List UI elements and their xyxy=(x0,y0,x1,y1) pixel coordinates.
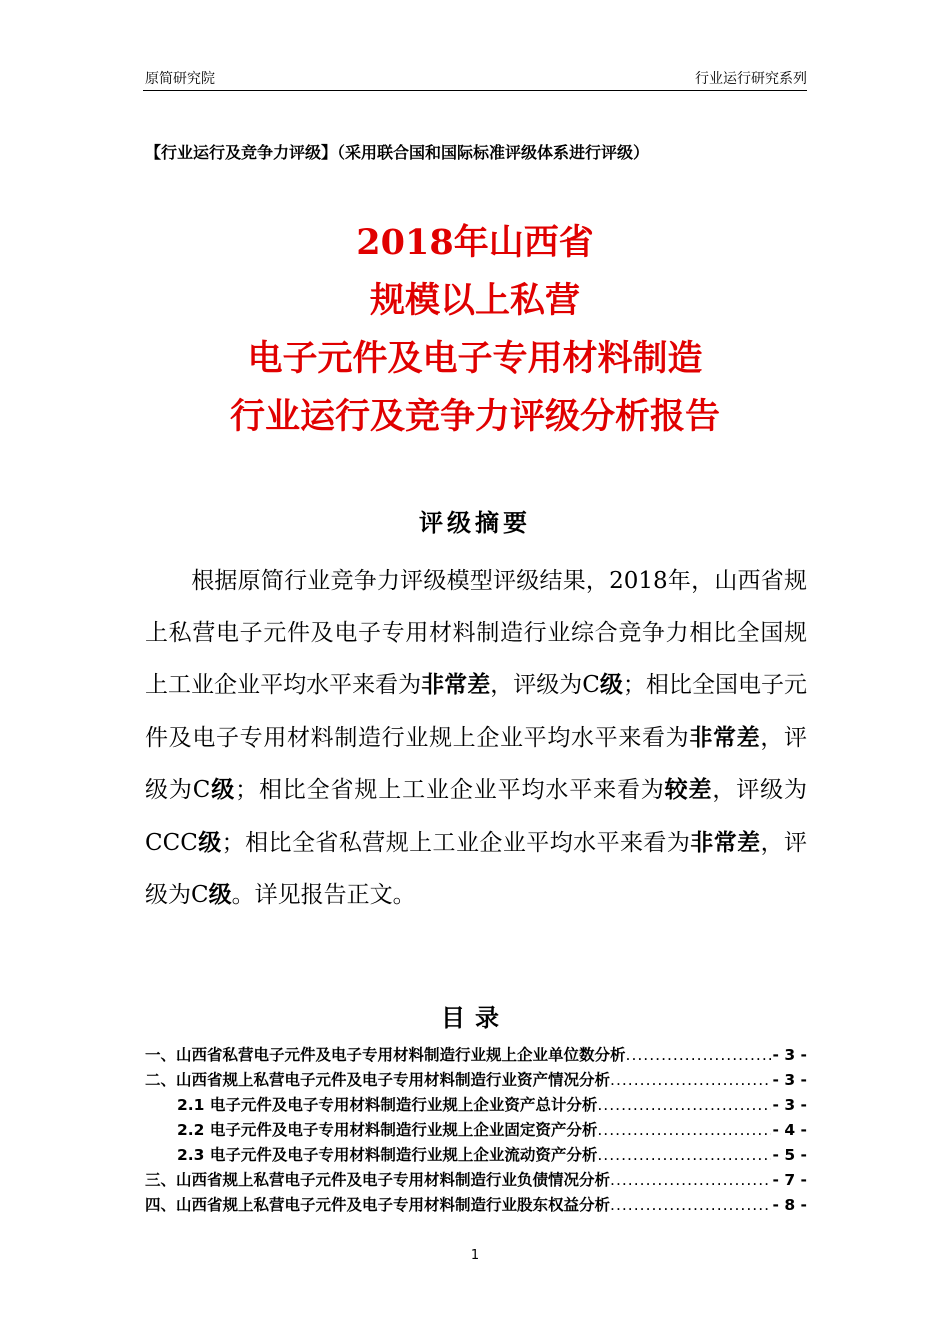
toc-leader xyxy=(597,1096,770,1114)
summary-text: 根据原简行业竞争力评级模型评级结果，2018年，山西省规上私营电子元件及电子专用材料制造行业综合竞争力相比全国规上工业企业平均水平来看为 xyxy=(145,568,807,698)
title-line-2: 规模以上私营 xyxy=(369,280,580,321)
toc-entry-title: 二、山西省规上私营电子元件及电子专用材料制造行业资产情况分析 xyxy=(145,1071,611,1089)
summary-paragraph xyxy=(145,556,807,922)
rating-term: 非常差 xyxy=(421,671,491,698)
title-line-4: 行业运行及竞争力评级分析报告 xyxy=(229,396,720,437)
title-line-3: 电子元件及电子专用材料制造 xyxy=(247,338,703,379)
toc-subentry[interactable] xyxy=(145,1093,807,1118)
toc-heading: 目录 xyxy=(441,1004,509,1032)
summary-text: ；相比全省私营规上工业企业平均水平来看为 xyxy=(221,829,691,856)
rating-grade-suffix: 级 xyxy=(210,776,236,803)
rating-term: 非常差 xyxy=(689,723,761,751)
table-of-contents xyxy=(145,1043,807,1218)
summary-text: ，评级为C xyxy=(490,672,600,698)
toc-entry-page: - 7 - xyxy=(772,1171,807,1189)
toc-entry[interactable] xyxy=(145,1043,807,1068)
rating-term: 较差 xyxy=(664,776,713,803)
toc-entry-title: 三、山西省规上私营电子元件及电子专用材料制造行业负债情况分析 xyxy=(145,1171,611,1189)
toc-entry-page: - 5 - xyxy=(772,1146,807,1164)
toc-leader xyxy=(626,1046,771,1064)
toc-leader xyxy=(610,1196,771,1214)
rating-grade-suffix: 级 xyxy=(599,671,623,698)
page-number: 1 xyxy=(470,1248,480,1263)
toc-leader xyxy=(597,1146,770,1164)
summary-text: 。详见报告正文。 xyxy=(231,882,416,908)
toc-entry-page: - 3 - xyxy=(772,1096,807,1114)
rating-grade-suffix: 级 xyxy=(208,881,232,908)
summary-text: ；相比全国电子元件及电子专用材料制造行业规上企业平均水平来看为 xyxy=(145,672,808,751)
toc-entry-title: 一、山西省私营电子元件及电子专用材料制造行业规上企业单位数分析 xyxy=(145,1046,626,1064)
header-series: 行业运行研究系列 xyxy=(695,71,807,87)
report-title xyxy=(0,214,950,446)
summary-heading: 评级摘要 xyxy=(419,509,531,537)
page-header xyxy=(143,64,807,91)
toc-entry-page: - 4 - xyxy=(772,1121,807,1139)
summary-text: ，评级为C xyxy=(145,724,808,803)
title-line-1: 2018年山西省 xyxy=(356,222,594,263)
toc-leader xyxy=(597,1121,770,1139)
toc-entry-title: 2.2 电子元件及电子专用材料制造行业规上企业固定资产分析 xyxy=(177,1121,598,1139)
rating-grade-suffix: 级 xyxy=(197,828,222,856)
toc-entry-title: 2.3 电子元件及电子专用材料制造行业规上企业流动资产分析 xyxy=(177,1146,598,1164)
toc-subentry[interactable] xyxy=(145,1118,807,1143)
toc-entry[interactable] xyxy=(145,1168,807,1193)
toc-entry-page: - 3 - xyxy=(772,1046,807,1064)
header-org: 原简研究院 xyxy=(145,71,215,87)
summary-text: ，评级为C xyxy=(145,829,808,908)
rating-tagline: 【行业运行及竞争力评级】（采用联合国和国际标准评级体系进行评级） xyxy=(145,143,650,162)
toc-entry[interactable] xyxy=(145,1193,807,1218)
toc-entry-page: - 8 - xyxy=(772,1196,807,1214)
toc-entry-title: 2.1 电子元件及电子专用材料制造行业规上企业资产总计分析 xyxy=(177,1096,598,1114)
toc-leader xyxy=(610,1071,771,1089)
toc-entry-title: 四、山西省规上私营电子元件及电子专用材料制造行业股东权益分析 xyxy=(145,1196,611,1214)
toc-subentry[interactable] xyxy=(145,1143,807,1168)
toc-leader xyxy=(610,1171,771,1189)
rating-term: 非常差 xyxy=(690,828,761,856)
toc-entry-page: - 3 - xyxy=(772,1071,807,1089)
summary-text: ；相比全省规上工业企业平均水平来看为 xyxy=(235,777,665,803)
summary-text: ，评级为CCC xyxy=(145,777,808,856)
toc-entry[interactable] xyxy=(145,1068,807,1093)
